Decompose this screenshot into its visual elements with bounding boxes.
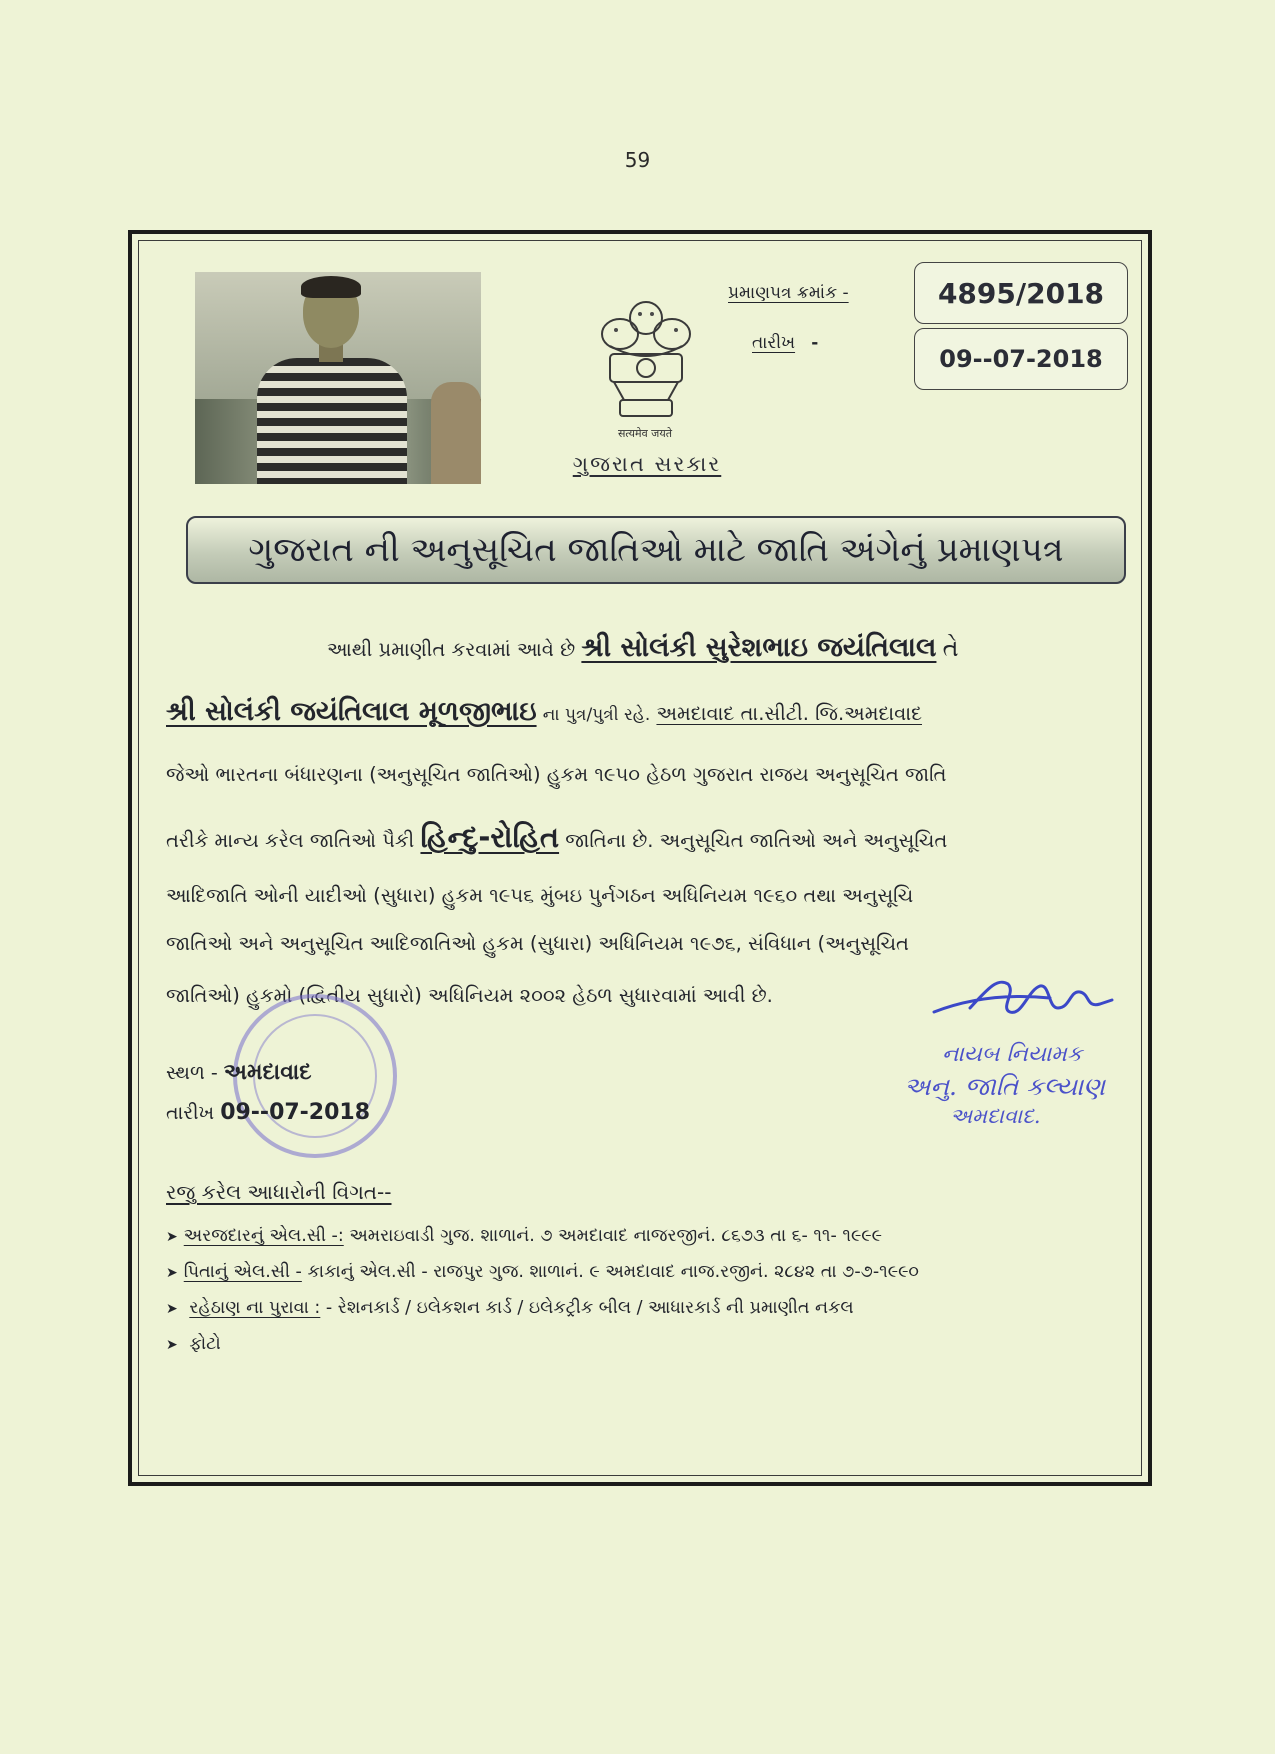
body-line-6: જાતિઓ અને અનુસૂચિત આદિજાતિઓ હુકમ (સુધારા) અધિનિયમ ૧૯૭૬, સંવિધાન (અનુસૂચિત [166, 932, 909, 955]
certificate-title-banner: ગુજરાત ની અનુસૂચિત જાતિઓ માટે જાતિ અંગેનું પ્રમાણપત્ર [186, 516, 1126, 584]
applicant-photo [195, 272, 481, 484]
document-text: - રેશનકાર્ડ / ઇલેકશન કાર્ડ / ઇલેકટ્રીક બીલ / આધારકાર્ડ ની પ્રમાણીત નકલ [325, 1298, 854, 1318]
intro-end: તે [942, 634, 959, 662]
signatory-designation: નાયબ નિયામક [942, 1042, 1083, 1067]
line4-post: જાતિના છે. અનુસૂચિત જાતિઓ અને અનુસૂચિત [565, 829, 948, 852]
document-text: ફોટો [189, 1334, 221, 1354]
date-label: તારીખ [752, 333, 796, 353]
holder-name: શ્રી સોલંકી સુરેશભાઇ જયંતિલાલ [581, 632, 937, 663]
issue-date-label: તારીખ [166, 1102, 215, 1124]
arrow-icon: ➤ [166, 1265, 178, 1281]
certificate-number-box: 4895/2018 [914, 262, 1128, 324]
caste-name: હિન્દુ-રોહિત [420, 820, 560, 854]
body-line-2 [166, 696, 922, 728]
issue-date-value: 09--07-2018 [220, 1100, 371, 1125]
page-number: 59 [624, 148, 651, 172]
date-label-row [752, 333, 818, 353]
signatory-location: અમદાવાદ. [950, 1104, 1041, 1128]
signature [930, 968, 1115, 1028]
relation-text: ના પુત્ર/પુત્રી રહે. [542, 705, 651, 725]
document-text: અમરાઇવાડી ગુજ. શાળાનં. ૭ અમદાવાદ નાજરજીનં. ૮૬૭૩ તા ૬- ૧૧- ૧૯૯૯ [349, 1226, 883, 1246]
body-line-1 [327, 632, 959, 664]
certificate-number-label: પ્રમાણપત્ર ક્રમાંક - [728, 283, 849, 303]
date-label-separator: - [811, 333, 819, 353]
national-emblem-icon [590, 296, 702, 422]
signatory-department: અનુ. જાતિ કલ્યાણ [904, 1072, 1106, 1101]
certificate-date-box: 09--07-2018 [914, 328, 1128, 390]
document-item [166, 1334, 221, 1354]
body-line-5: આદિજાતિ ઓની યાદીઓ (સુધારા) હુકમ ૧૯૫૬ મુંબઇ પુર્નગઠન અધિનિયમ ૧૯૬૦ તથા અનુસૂચિ [166, 884, 914, 907]
document-label: અરજદારનું એલ.સી -: [183, 1226, 344, 1246]
body-line-7: જાતિઓ) હુકમો (દ્વિતીય સુધારો) અધિનિયમ ૨૦૦૨ હેઠળ સુધારવામાં આવી છે. [166, 984, 773, 1007]
line4-pre: તરીકે માન્ય કરેલ જાતિઓ પૈકી [166, 829, 415, 852]
body-line-3: જેઓ ભારતના બંધારણના (અનુસૂચિત જાતિઓ) હુકમ ૧૯૫૦ હેઠળ ગુજરાત રાજય અનુસૂચિત જાતિ [166, 763, 947, 786]
place-row [166, 1060, 312, 1085]
father-name: શ્રી સોલંકી જયંતિલાલ મૂળજીભાઇ [166, 696, 537, 727]
document-text: કાકાનું એલ.સી - રાજપુર ગુજ. શાળાનં. ૯ અમદાવાદ નાજ.રજીનં. ૨૮૪૨ તા ૭-૭-૧૯૯૦ [307, 1262, 919, 1282]
intro-text: આથી પ્રમાણીત કરવામાં આવે છે [327, 638, 576, 661]
document-item [166, 1262, 919, 1282]
government-name: ગુજરાત સરકાર [572, 452, 722, 476]
address: અમદાવાદ તા.સીટી. જિ.અમદાવાદ [656, 702, 922, 725]
issue-date-row [166, 1100, 370, 1125]
arrow-icon: ➤ [166, 1229, 178, 1245]
arrow-icon: ➤ [166, 1301, 178, 1317]
arrow-icon: ➤ [166, 1337, 178, 1353]
documents-title: રજુ કરેલ આધારોની વિગત-- [166, 1180, 392, 1204]
document-item [166, 1298, 854, 1318]
place-label: સ્થળ [166, 1062, 205, 1084]
document-label: પિતાનું એલ.સી - [183, 1262, 302, 1282]
body-line-4 [166, 820, 947, 855]
document-item [166, 1226, 882, 1246]
place-value: અમદાવાદ [223, 1060, 312, 1085]
emblem-motto: सत्यमेव जयते [617, 427, 672, 440]
place-separator: - [210, 1062, 218, 1084]
document-label: રહેઠાણ ના પુરાવા : [189, 1298, 321, 1318]
